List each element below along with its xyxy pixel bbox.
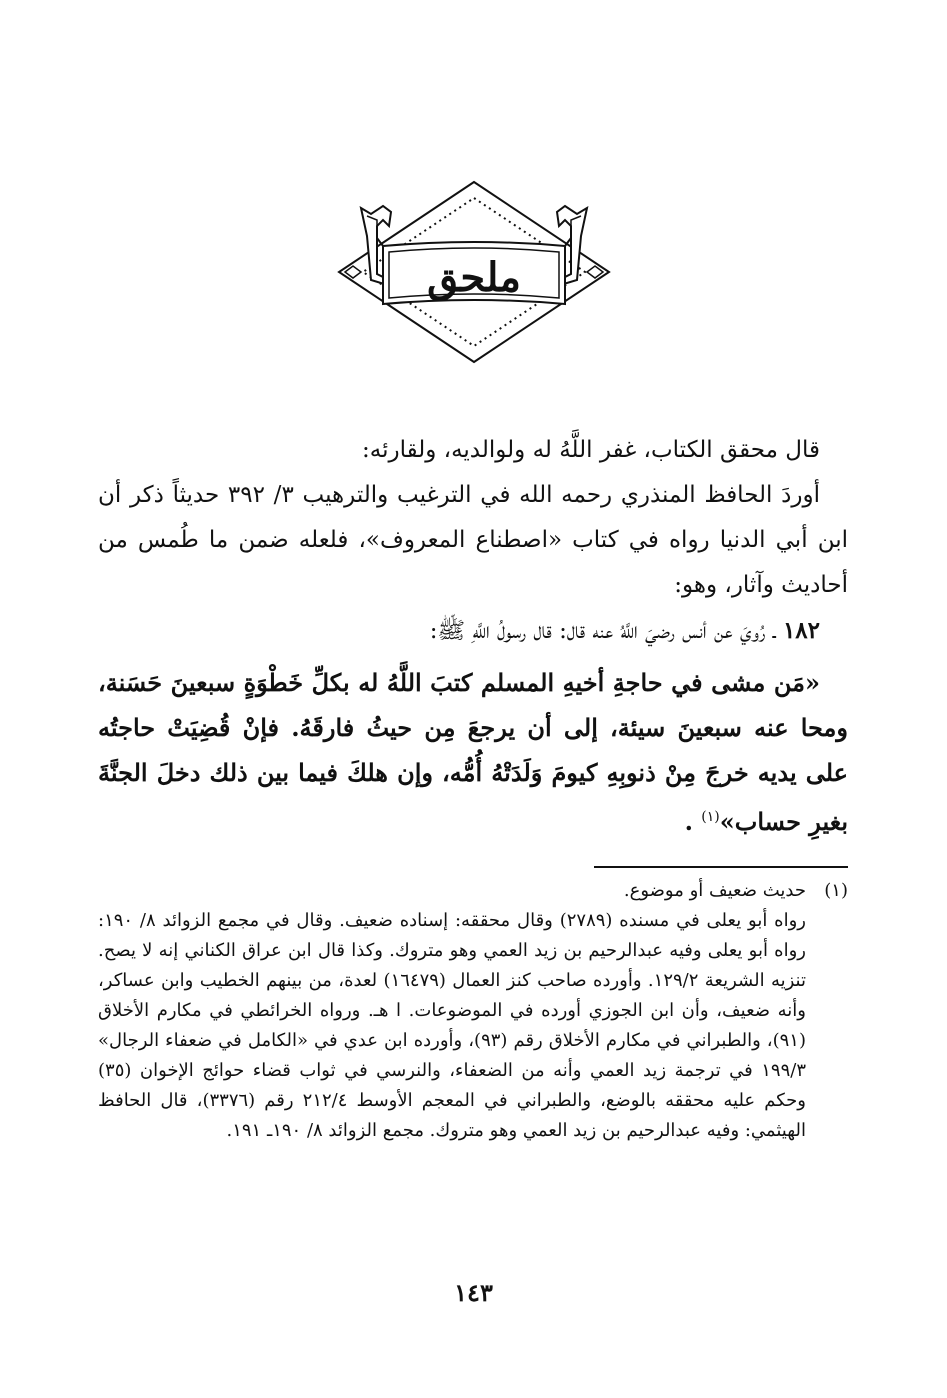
hadith-number: ١٨٢	[782, 617, 820, 644]
hadith-text-paragraph	[98, 660, 848, 844]
intro-line: قال محقق الكتاب، غفر اللَّهُ له ولوالديه، ولقارئه:	[361, 437, 820, 463]
footnote-number: (١)	[824, 880, 848, 901]
hadith-text: «مَن مشى في حاجةِ أخيهِ المسلم كتبَ اللَّهُ له بكلِّ خَطْوَةٍ سبعينَ حَسَنة، ومحا عنه سبعينَ سيئة، إلى أن يرجعَ مِن حيثُ فارقَهُ. فإنْ قُضِيَتْ حاجتُه على يديه خرجَ مِنْ ذنوبِهِ كيومَ وَلَدَتْهُ أُمُّه، وإن هلكَ فيما بين ذلك دخلَ الجنَّةَ بغيرِ حساب»	[98, 668, 848, 836]
footnote-marker: (١)	[701, 809, 720, 825]
section-title: ملحق	[427, 254, 521, 301]
footnote-body: رواه أبو يعلى في مسنده (٢٧٨٩) وقال محققه: إسناده ضعيف. وقال في مجمع الزوائد ٨/ ١٩٠: رواه أبو يعلى وفيه عبدالرحيم بن زيد العمي وهو متروك. وكذا قال ابن عراق الكناني إنه لا يصح. تنزيه الشريعة ١٢٩/٢. وأورده صاحب كنز العمال (١٦٤٧٩) لعدة، من بينهم الخطيب وابن عساكر، وأنه ضعيف، وأن ابن الجوزي أورده في الموضوعات. ا هـ. ورواه الخرائطي في مكارم الأخلاق (٩١)، والطبراني في مكارم الأخلاق رقم (٩٣)، وأورده ابن عدي في «الكامل في ضعفاء الرجال» ١٩٩/٣ في ترجمة زيد العمي وأنه من الضعفاء، والنرسي في ثواب قضاء حوائج الإخوان (٣٥) وحكم عليه محققه بالوضع، والطبراني في المعجم الأوسط ٢١٢/٤ رقم (٣٣٧٦)، قال الحافظ الهيثمي: وفيه عبدالرحيم بن زيد العمي وهو متروك. مجمع الزوائد ٨/ ١٩٠ـ ١٩١.	[98, 910, 806, 1141]
intro-paragraph: أوردَ الحافظ المنذري رحمه الله في الترغيب والترهيب ٣/ ٣٩٢ حديثاً ذكر أن ابن أبي الدنيا رواه في كتاب «اصطناع المعروف»، فلعله ضمن ما طُمس من أحاديث وآثار، وهو:	[98, 482, 848, 598]
hadith-heading	[98, 608, 848, 654]
page-number: ١٤٣	[454, 1278, 493, 1307]
hadith-narration-intro: ـ رُويَ عن أنس رضيَ اللَّهُ عنه قال: قال رسولُ اللَّهِ ﷺ:	[429, 618, 783, 644]
footnotes	[98, 876, 848, 1146]
main-text	[98, 428, 848, 844]
footnote-first-line	[98, 876, 848, 906]
footnote-verdict: حديث ضعيف أو موضوع.	[623, 880, 806, 901]
footnote-separator	[594, 866, 848, 868]
hadith-end-mark: .	[684, 807, 702, 836]
